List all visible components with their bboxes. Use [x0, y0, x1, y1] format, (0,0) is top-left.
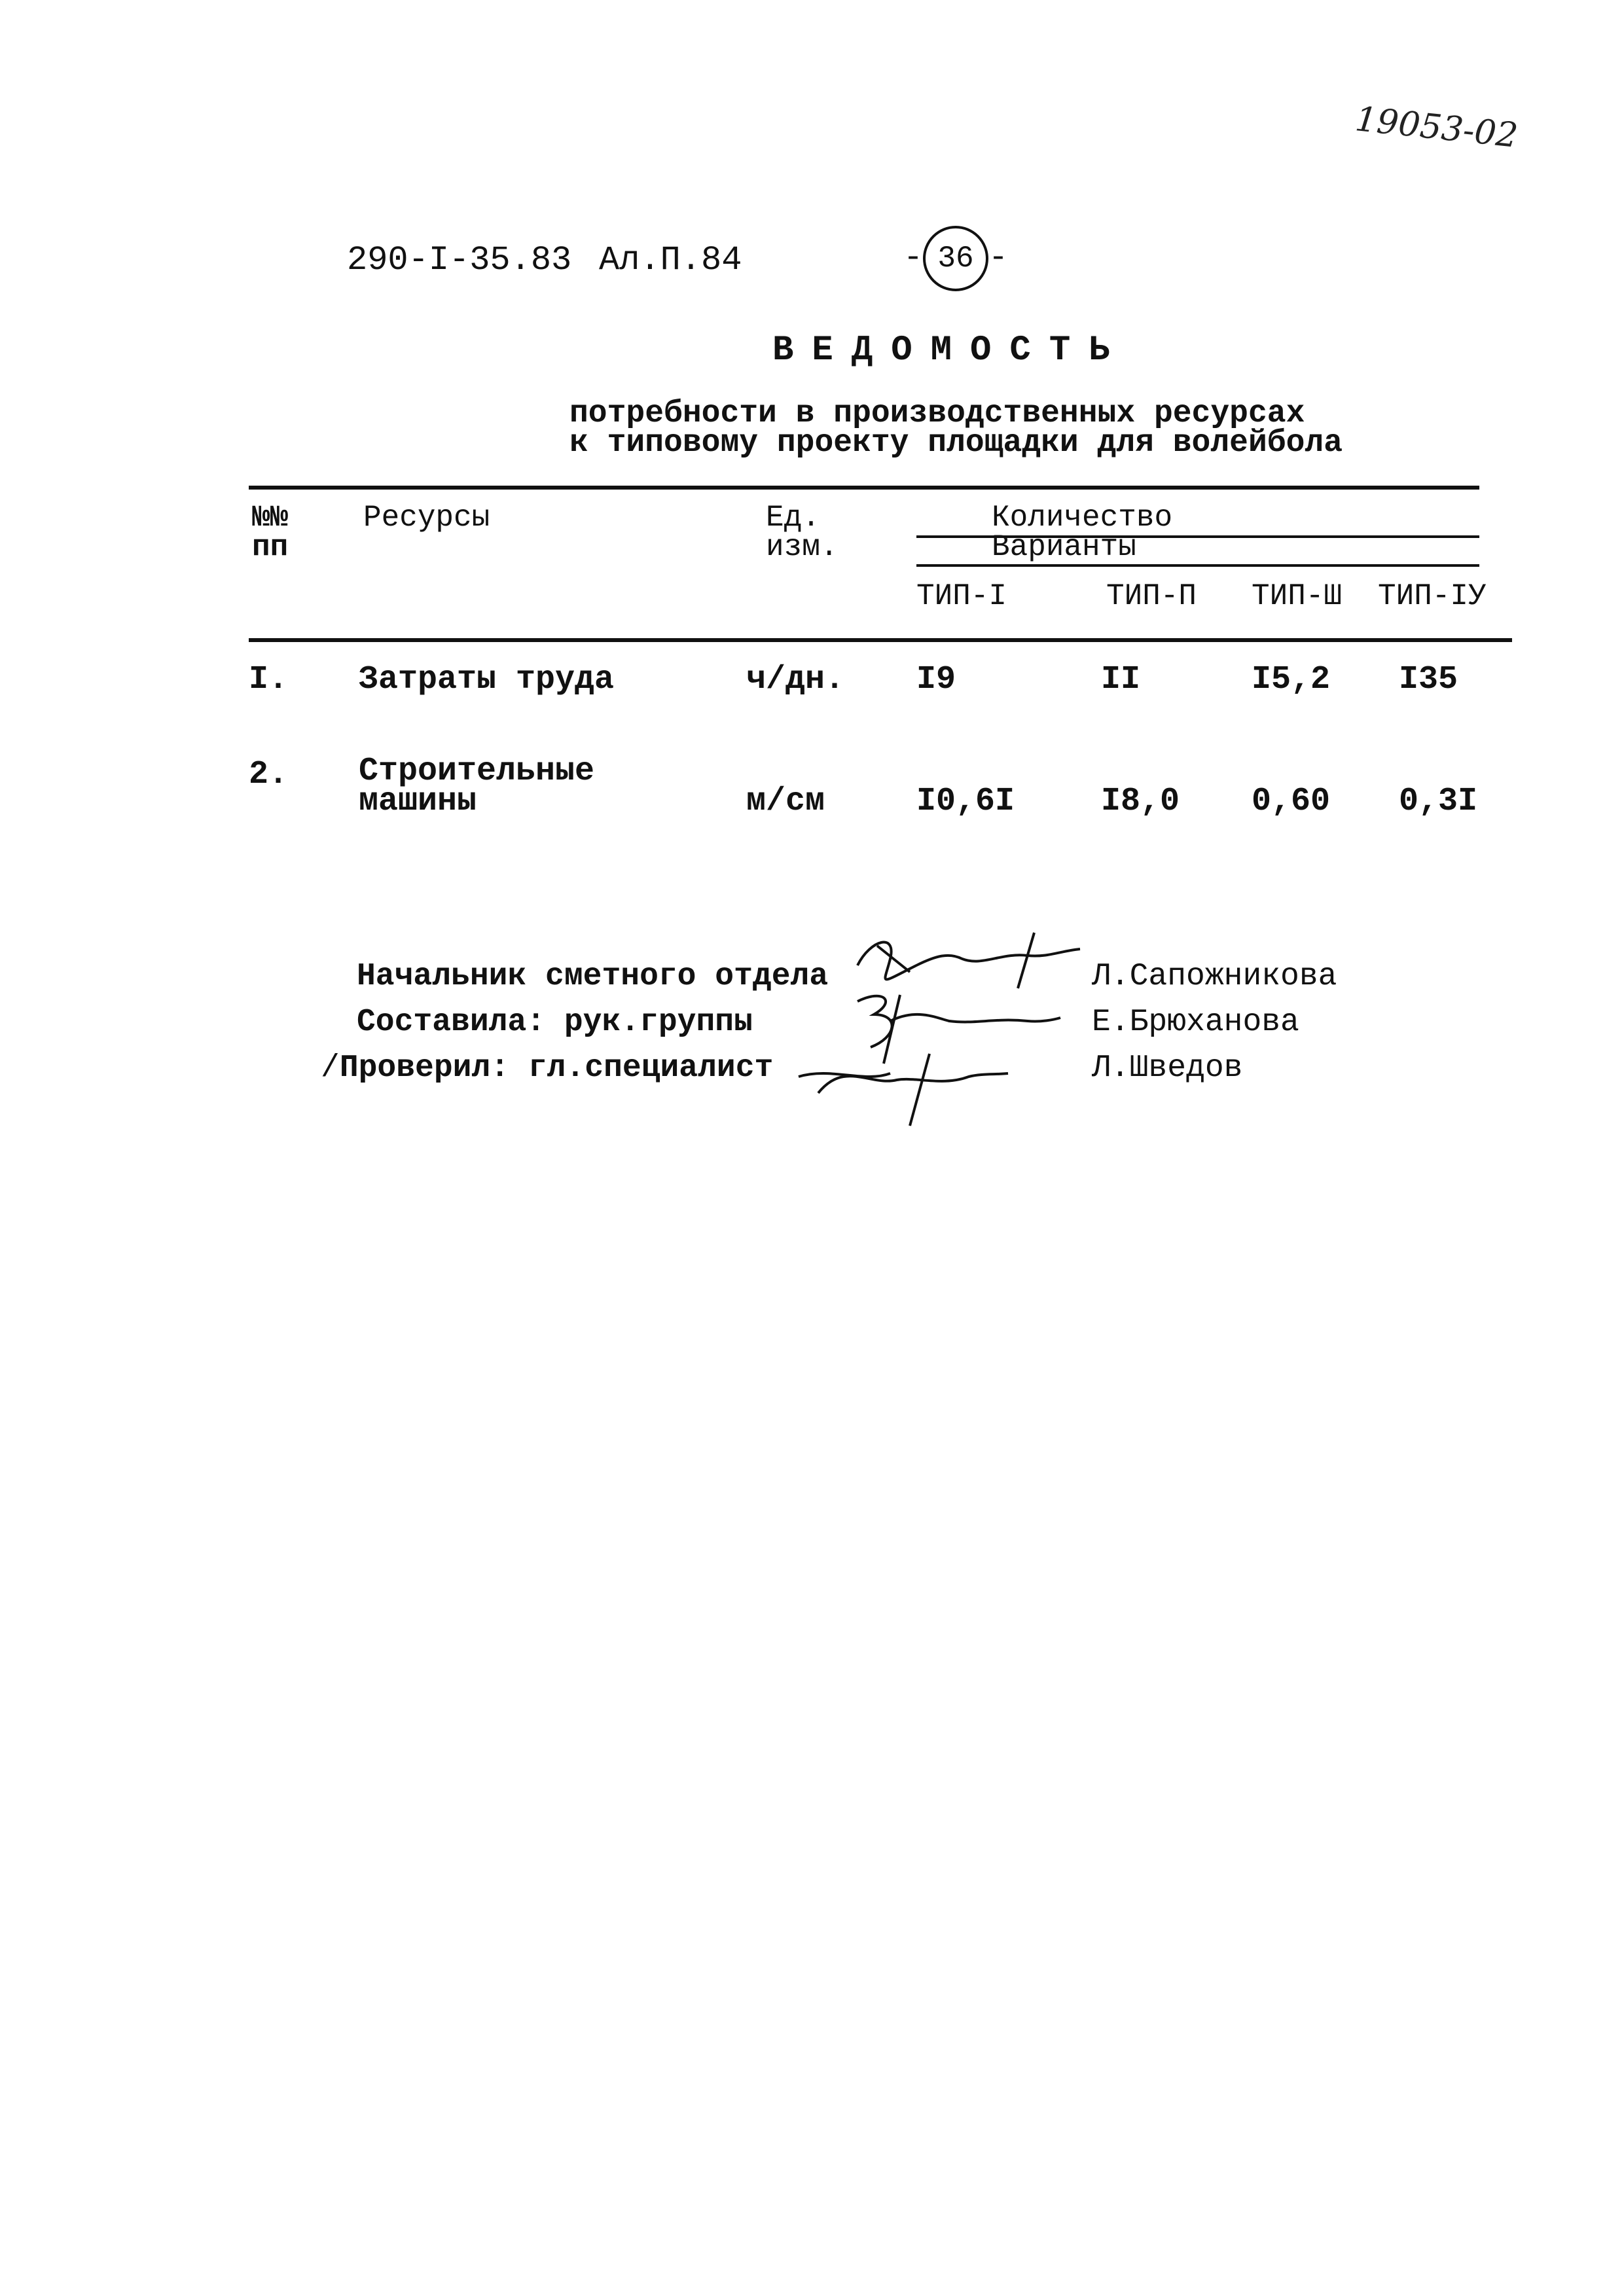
- header-num-line2: пп: [252, 530, 289, 564]
- row2-resource-line1: Строительные: [359, 753, 595, 790]
- row2-num: 2.: [249, 756, 289, 793]
- row2-value-type3: 0,60: [1252, 783, 1331, 820]
- row2-value-type4: 0,3I: [1399, 783, 1478, 820]
- header-resource: Ресурсы: [363, 501, 490, 535]
- table-top-rule: [249, 486, 1479, 490]
- signature-name-checked: Л.Шведов: [1092, 1050, 1243, 1086]
- row1-resource: Затраты труда: [359, 661, 615, 698]
- handwritten-archive-number: 19053-02: [1353, 99, 1520, 156]
- header-type-3: ТИП-Ш: [1252, 579, 1343, 613]
- handwritten-signature-3: [792, 1047, 1015, 1132]
- header-num-line1: №№: [252, 501, 289, 535]
- header-type-1: ТИП-I: [916, 579, 1007, 613]
- header-unit-line1: Ед.: [766, 501, 820, 535]
- album-number: Ал.П.84: [599, 241, 742, 279]
- subtitle-line-2: к типовому проекту площадки для волейбола: [569, 425, 1343, 461]
- row1-num: I.: [249, 661, 289, 698]
- row2-resource-line2: машины: [359, 783, 477, 820]
- row1-value-type2: II: [1101, 661, 1141, 698]
- signature-name-compiled: Е.Брюханова: [1092, 1005, 1299, 1040]
- header-bottom-rule-left: [249, 638, 717, 642]
- row1-value-type4: I35: [1399, 661, 1458, 698]
- signature-name-head: Л.Сапожникова: [1092, 959, 1337, 994]
- subtitle-line-1: потребности в производственных ресурсах: [569, 396, 1305, 431]
- row1-value-type1: I9: [916, 661, 956, 698]
- row2-value-type1: I0,6I: [916, 783, 1015, 820]
- project-code: 290-I-35.83: [347, 241, 572, 279]
- header-variants: Варианты: [992, 530, 1136, 564]
- document-title: ВЕДОМОСТЬ: [772, 331, 1128, 370]
- header-type-2: ТИП-П: [1106, 579, 1197, 613]
- signature-role-compiled: Составила: рук.группы: [357, 1005, 753, 1040]
- header-quantity: Количество: [992, 501, 1173, 535]
- variants-underline: [916, 564, 1479, 567]
- row1-unit: ч/дн.: [746, 661, 845, 698]
- page-number-block: - 36 -: [903, 226, 1008, 291]
- row2-unit: м/см: [746, 783, 825, 820]
- row1-value-type3: I5,2: [1252, 661, 1331, 698]
- header-unit-line2: изм.: [766, 530, 839, 564]
- page-number: 36: [923, 226, 988, 291]
- row2-value-type2: I8,0: [1101, 783, 1180, 820]
- signature-role-head: Начальник сметного отдела: [357, 959, 829, 994]
- signature-role-checked: /Проверил: гл.специалист: [321, 1050, 774, 1086]
- header-type-4: ТИП-IУ: [1378, 579, 1487, 613]
- header-bottom-rule-right: [713, 638, 1512, 642]
